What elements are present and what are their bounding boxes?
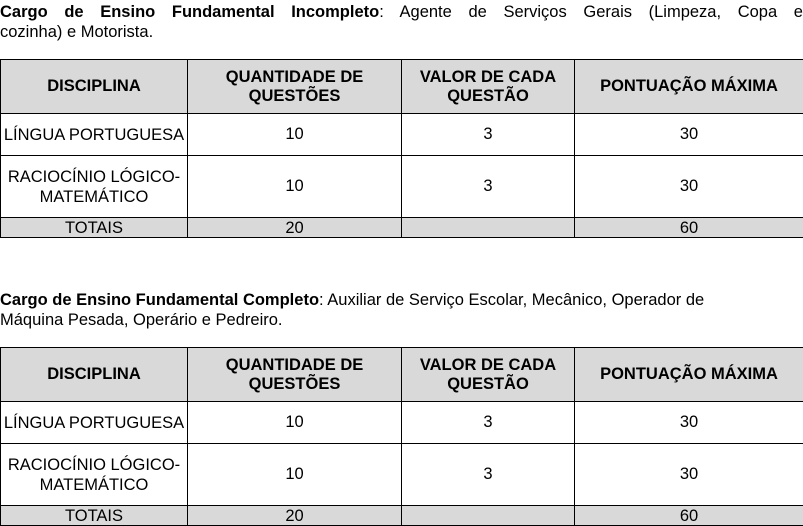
section-2-description: : Auxiliar de Serviço Escolar, Mecânico, Operador de xyxy=(319,291,704,309)
section-1-description: : Agente de Serviços Gerais (Limpeza, Copa e xyxy=(379,3,803,21)
col-header-valor: VALOR DE CADA QUESTÃO xyxy=(402,348,575,402)
table-row xyxy=(1,402,803,444)
totals-quantidade: 20 xyxy=(188,506,402,526)
cell-valor: 3 xyxy=(402,114,575,156)
cell-quantidade: 10 xyxy=(188,114,402,156)
cell-valor: 3 xyxy=(402,444,575,506)
table-row xyxy=(1,444,803,506)
totals-pontuacao: 60 xyxy=(575,506,803,526)
cell-disciplina: RACIOCÍNIO LÓGICO-MATEMÁTICO xyxy=(1,444,188,506)
cell-quantidade: 10 xyxy=(188,156,402,218)
col-header-quantidade: QUANTIDADE DE QUESTÕES xyxy=(188,348,402,402)
cell-quantidade: 10 xyxy=(188,444,402,506)
totals-row xyxy=(1,506,803,526)
section-1-description-cont: cozinha) e Motorista. xyxy=(0,22,803,42)
cell-quantidade: 10 xyxy=(188,402,402,444)
col-header-pontuacao: PONTUAÇÃO MÁXIMA xyxy=(575,60,803,114)
cell-pontuacao: 30 xyxy=(575,114,803,156)
table-row xyxy=(1,156,803,218)
totals-label: TOTAIS xyxy=(1,218,188,238)
cell-pontuacao: 30 xyxy=(575,156,803,218)
cell-valor: 3 xyxy=(402,156,575,218)
table-header-row xyxy=(1,60,803,114)
section-1-title: Cargo de Ensino Fundamental Incompleto xyxy=(0,3,379,21)
cell-pontuacao: 30 xyxy=(575,444,803,506)
section-2-table xyxy=(0,347,803,526)
totals-label: TOTAIS xyxy=(1,506,188,526)
col-header-pontuacao: PONTUAÇÃO MÁXIMA xyxy=(575,348,803,402)
section-2-title: Cargo de Ensino Fundamental Completo xyxy=(0,291,319,309)
totals-valor xyxy=(402,506,575,526)
totals-row xyxy=(1,218,803,238)
totals-quantidade: 20 xyxy=(188,218,402,238)
col-header-disciplina: DISCIPLINA xyxy=(1,348,188,402)
col-header-valor: VALOR DE CADA QUESTÃO xyxy=(402,60,575,114)
cell-disciplina: RACIOCÍNIO LÓGICO-MATEMÁTICO xyxy=(1,156,188,218)
col-header-quantidade: QUANTIDADE DE QUESTÕES xyxy=(188,60,402,114)
section-1-heading xyxy=(0,2,803,42)
cell-valor: 3 xyxy=(402,402,575,444)
cell-disciplina: LÍNGUA PORTUGUESA xyxy=(1,114,188,156)
section-2-description-cont: Máquina Pesada, Operário e Pedreiro. xyxy=(0,310,803,330)
cell-disciplina: LÍNGUA PORTUGUESA xyxy=(1,402,188,444)
totals-pontuacao: 60 xyxy=(575,218,803,238)
section-2-heading xyxy=(0,290,803,330)
cell-pontuacao: 30 xyxy=(575,402,803,444)
table-header-row xyxy=(1,348,803,402)
totals-valor xyxy=(402,218,575,238)
col-header-disciplina: DISCIPLINA xyxy=(1,60,188,114)
table-row xyxy=(1,114,803,156)
section-1-table xyxy=(0,59,803,238)
